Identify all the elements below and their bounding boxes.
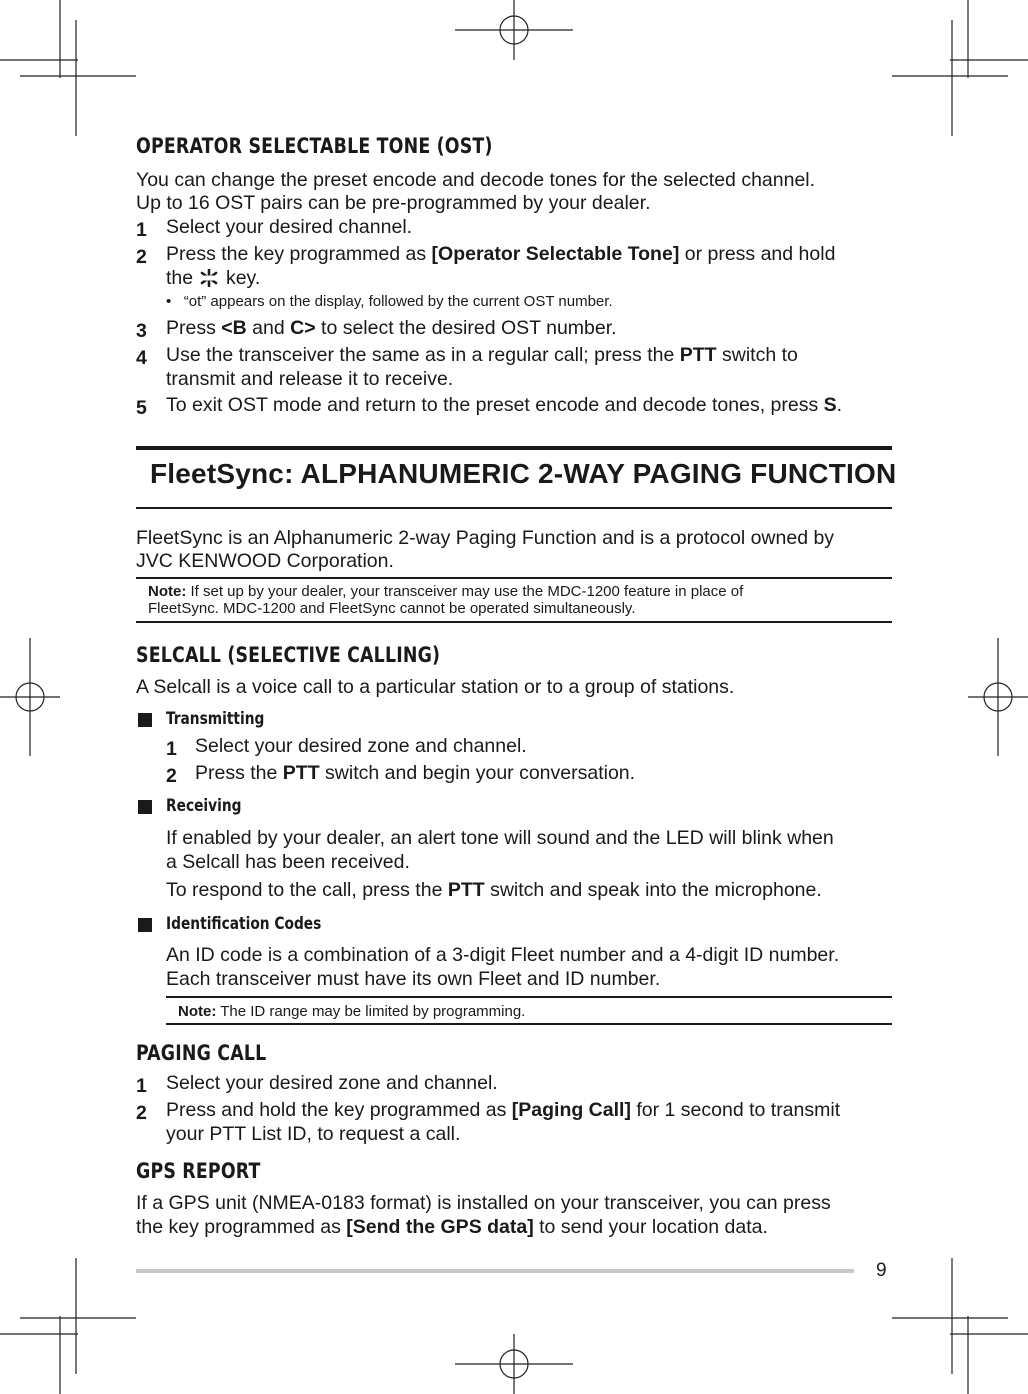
ost-step5-text: To exit OST mode and return to the preset encode and decode tones, press S.: [166, 394, 843, 416]
idcodes-line1: An ID code is a combination of a 3-digit Fleet number and a 4-digit ID number.: [166, 944, 840, 966]
gps-line1: If a GPS unit (NMEA-0183 format) is installed on your transceiver, you can press: [136, 1192, 831, 1214]
banner-bottom-rule: [136, 507, 892, 509]
receiving-square-icon: [138, 800, 152, 819]
ost-step3-text: Press <B and C> to select the desired OST number.: [166, 317, 617, 339]
ost-step4-line2: transmit and release it to receive.: [166, 368, 454, 390]
asterisk-key-icon: [199, 269, 221, 294]
ost-bullet: • “ot” appears on the display, followed by the current OST number.: [166, 293, 613, 310]
ost-step1-text: Select your desired channel.: [166, 216, 413, 238]
transmitting-step1-number: 1: [166, 738, 177, 760]
paging-step2-number: 2: [136, 1102, 147, 1124]
fleetsync-note-bottom-rule: [136, 621, 892, 623]
ost-step2-number: 2: [136, 246, 147, 268]
ost-step1-number: 1: [136, 219, 147, 241]
idcodes-note: Note: The ID range may be limited by programming.: [178, 1003, 526, 1020]
paging-step1-number: 1: [136, 1075, 147, 1097]
ost-step3-number: 3: [136, 320, 147, 342]
receiving-title: Receiving: [166, 796, 242, 816]
ost-intro-line1: You can change the preset encode and decode tones for the selected channel.: [136, 169, 816, 191]
transmitting-square-icon: [138, 713, 152, 732]
fleetsync-heading: FleetSync: ALPHANUMERIC 2-WAY PAGING FUNCTION: [150, 458, 897, 489]
ost-step2-text: Press the key programmed as [Operator Selectable Tone] or press and hold: [166, 243, 836, 265]
receiving-line1: If enabled by your dealer, an alert tone will sound and the LED will blink when: [166, 827, 834, 849]
transmitting-step2-number: 2: [166, 765, 177, 787]
gps-line2: the key programmed as [Send the GPS data] to send your location data.: [136, 1216, 768, 1238]
transmitting-step1-text: Select your desired zone and channel.: [195, 735, 527, 757]
idcodes-line2: Each transceiver must have its own Fleet and ID number.: [166, 968, 661, 990]
fleetsync-intro-line2: JVC KENWOOD Corporation.: [136, 550, 394, 572]
fleetsync-note-line2: FleetSync. MDC-1200 and FleetSync cannot be operated simultaneously.: [148, 600, 636, 617]
ost-step2-line2: the key.: [166, 266, 260, 294]
banner-top-rule: [136, 446, 892, 450]
fleetsync-note-line1: Note: If set up by your dealer, your transceiver may use the MDC-1200 feature in place of: [148, 583, 744, 600]
transmitting-step2-text: Press the PTT switch and begin your conversation.: [195, 762, 636, 784]
footer-rule: [136, 1269, 854, 1273]
transmitting-title: Transmitting: [166, 709, 265, 729]
fleetsync-note-top-rule: [136, 577, 892, 579]
idcodes-note-bottom-rule: [166, 1023, 892, 1025]
idcodes-title: Identification Codes: [166, 914, 322, 934]
paging-step2-text: Press and hold the key programmed as [Paging Call] for 1 second to transmit: [166, 1099, 841, 1121]
idcodes-note-top-rule: [166, 996, 892, 998]
ost-step4-number: 4: [136, 347, 147, 369]
ost-heading: OPERATOR SELECTABLE TONE (OST): [136, 134, 493, 158]
receiving-line3: To respond to the call, press the PTT switch and speak into the microphone.: [166, 879, 822, 901]
receiving-line2: a Selcall has been received.: [166, 851, 410, 873]
ost-step5-number: 5: [136, 397, 147, 419]
gps-heading: GPS REPORT: [136, 1159, 261, 1183]
page-number: 9: [876, 1260, 887, 1281]
paging-step1-text: Select your desired zone and channel.: [166, 1072, 498, 1094]
paging-heading: PAGING CALL: [136, 1041, 267, 1065]
paging-step2-line2: your PTT List ID, to request a call.: [166, 1123, 461, 1145]
idcodes-square-icon: [138, 918, 152, 937]
selcall-heading: SELCALL (SELECTIVE CALLING): [136, 643, 441, 667]
ost-intro-line2: Up to 16 OST pairs can be pre-programmed by your dealer.: [136, 192, 651, 214]
selcall-intro: A Selcall is a voice call to a particular station or to a group of stations.: [136, 676, 735, 698]
fleetsync-intro-line1: FleetSync is an Alphanumeric 2-way Paging Function and is a protocol owned by: [136, 527, 835, 549]
ost-step4-text: Use the transceiver the same as in a regular call; press the PTT switch to: [166, 344, 798, 366]
